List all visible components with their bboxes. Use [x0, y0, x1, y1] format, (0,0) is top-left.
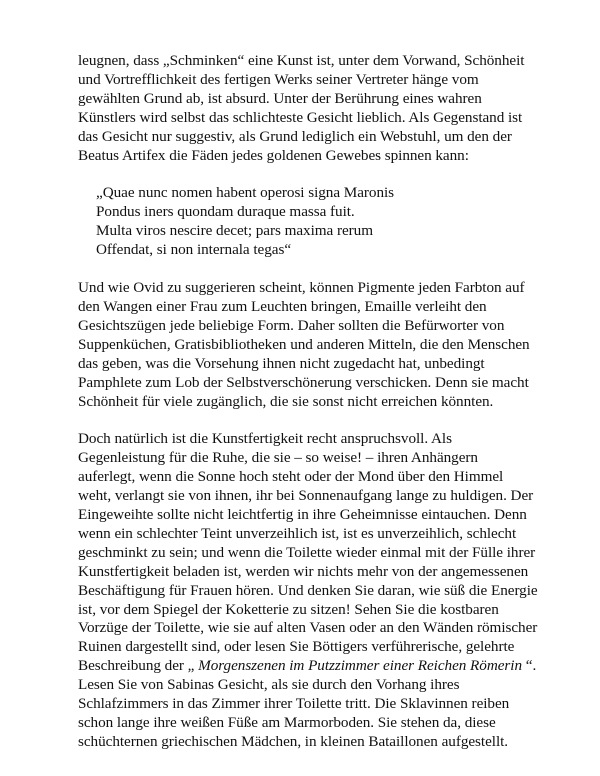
text-line: schon lange ihre weißen Füße am Marmorboden. Sie stehen da, diese	[78, 714, 496, 731]
verse-line: Offendat, si non internala tegas“	[96, 241, 292, 259]
text-line: Doch natürlich ist die Kunstfertigkeit recht anspruchsvoll. Als	[78, 430, 452, 448]
text-line: Beschäftigung für Frauen hören. Und denken Sie daran, wie süß die Energie	[78, 581, 538, 599]
text-line: Und wie Ovid zu suggerieren scheint, können Pigmente jeden Farbton auf	[78, 279, 525, 297]
citation-line	[78, 657, 538, 676]
text-line: Suppenküchen, Gratisbibliotheken und anderen Mitteln, die den Menschen	[78, 335, 530, 353]
text-line: wenn ein schlechter Teint unverzeihlich ist, ist es unverzeihlich, schlecht	[78, 524, 517, 542]
text-line: und Vortrefflichkeit des fertigen Werks seiner Vertreter hänge vom	[78, 70, 479, 88]
text-line: den Wangen einer Frau zum Leuchten bringen, Emaille verleiht den	[78, 297, 487, 315]
verse-line: Multa viros nescire decet; pars maxima rerum	[96, 222, 373, 240]
text-line: weht, verlangt sie von ihnen, ihr bei Sonnenaufgang lange zu huldigen. Der	[78, 487, 534, 505]
citation-title: Morgenszenen im Putzzimmer einer Reichen Römerin	[198, 657, 523, 675]
text-line: das geben, was die Vorsehung ihnen nicht zugedacht hat, unbedingt	[78, 354, 485, 372]
latin-verse-quote	[96, 184, 538, 260]
text-line: auferlegt, wenn die Sonne hoch steht oder der Mond über den Himmel	[78, 468, 504, 486]
text-line: Kunstfertigkeit beladen ist, werden wir nichts mehr von der angemessenen	[78, 562, 529, 580]
text-line: Ruinen dargestellt sind, oder lesen Sie Böttigers verführerische, gelehrte	[78, 638, 515, 656]
text-line: gewählten Grund ab, ist absurd. Unter der Berührung eines wahren	[78, 89, 482, 107]
citation-suffix: “.	[522, 657, 537, 675]
text-line: Schönheit für viele zugänglich, die sie sonst nicht erreichen könnten.	[78, 392, 494, 410]
paragraph-1	[78, 52, 538, 165]
text-line: Vorzüge der Toilette, wie sie auf alten Vasen oder an den Wänden römischer	[78, 619, 538, 637]
text-line: Gegenleistung für die Ruhe, die sie – so weise! – ihren Anhängern	[78, 449, 478, 467]
text-line: Eingeweihte sollte nicht leichtfertig in ihre Geheimnisse eintauchen. Denn	[78, 506, 527, 524]
citation-prefix: Beschreibung der „	[78, 657, 199, 675]
document-page	[78, 52, 538, 771]
text-line: Lesen Sie von Sabinas Gesicht, als sie durch den Vorhang ihres	[78, 676, 460, 694]
paragraph-3	[78, 430, 538, 751]
text-line: Beatus Artifex die Fäden jedes goldenen Gewebes spinnen kann:	[78, 146, 469, 164]
paragraph-2	[78, 279, 538, 411]
text-line: Pamphlete zum Lob der Selbstverschönerung verschicken. Denn sie macht	[78, 373, 529, 391]
text-line: leugnen, dass „Schminken“ eine Kunst ist, unter dem Vorwand, Schönheit	[78, 52, 525, 69]
text-line: ist, vor dem Spiegel der Koketterie zu sitzen! Sehen Sie die kostbaren	[78, 600, 499, 618]
text-line: schüchternen griechischen Mädchen, in kleinen Bataillonen aufgestellt.	[78, 732, 509, 750]
text-line: Künstlers wird selbst das schlichteste Gesicht lieblich. Als Gegenstand ist	[78, 108, 523, 126]
text-line: Gesichtszügen jede beliebige Form. Daher sollten die Befürworter von	[78, 316, 505, 334]
verse-line: „Quae nunc nomen habent operosi signa Maronis	[96, 184, 395, 202]
verse-line: Pondus iners quondam duraque massa fuit.	[96, 203, 355, 221]
text-line: das Gesicht nur suggestiv, als Grund lediglich ein Webstuhl, um den der	[78, 127, 512, 145]
text-line: geschminkt zu sein; und wenn die Toilette wieder einmal mit der Fülle ihrer	[78, 543, 536, 561]
text-line: Schlafzimmers in das Zimmer ihrer Toilette tritt. Die Sklavinnen reiben	[78, 695, 510, 713]
